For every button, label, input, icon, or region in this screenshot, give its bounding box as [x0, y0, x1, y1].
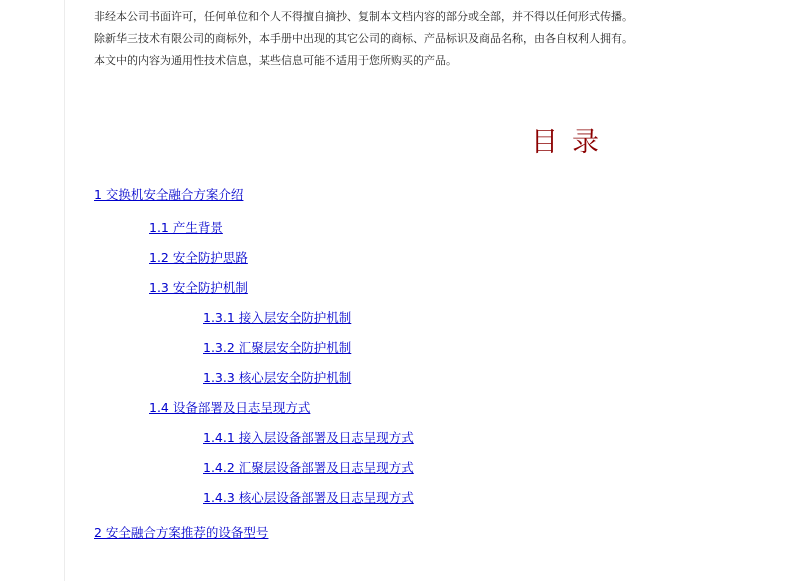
toc-link-1-3[interactable]: 1.3 安全防护机制 — [149, 280, 248, 295]
toc-title: 目录 — [531, 127, 613, 158]
toc-link-1-4-3[interactable]: 1.4.3 核心层设备部署及日志呈现方式 — [203, 490, 414, 505]
page-margin-line — [64, 0, 65, 581]
toc-link-2[interactable]: 2 安全融合方案推荐的设备型号 — [94, 525, 269, 540]
toc-link-1-4-1[interactable]: 1.4.1 接入层设备部署及日志呈现方式 — [203, 430, 414, 445]
toc-link-1-1[interactable]: 1.1 产生背景 — [149, 220, 223, 235]
toc-link-1-3-2[interactable]: 1.3.2 汇聚层安全防护机制 — [203, 340, 352, 355]
toc-link-1[interactable]: 1 交换机安全融合方案介绍 — [94, 187, 244, 202]
copyright-line: 本文中的内容为通用性技术信息，某些信息可能不适用于您所购买的产品。 — [94, 54, 457, 67]
copyright-notice — [94, 6, 734, 72]
toc-link-1-3-3[interactable]: 1.3.3 核心层安全防护机制 — [203, 370, 352, 385]
toc-link-1-3-1[interactable]: 1.3.1 接入层安全防护机制 — [203, 310, 352, 325]
toc-link-1-2[interactable]: 1.2 安全防护思路 — [149, 250, 248, 265]
copyright-line: 除新华三技术有限公司的商标外，本手册中出现的其它公司的商标、产品标识及商品名称，由各自权利人拥有。 — [94, 32, 633, 45]
copyright-line: 非经本公司书面许可，任何单位和个人不得擅自摘抄、复制本文档内容的部分或全部，并不得以任何形式传播。 — [94, 10, 633, 23]
toc-link-1-4-2[interactable]: 1.4.2 汇聚层设备部署及日志呈现方式 — [203, 460, 414, 475]
toc-link-1-4[interactable]: 1.4 设备部署及日志呈现方式 — [149, 400, 311, 415]
